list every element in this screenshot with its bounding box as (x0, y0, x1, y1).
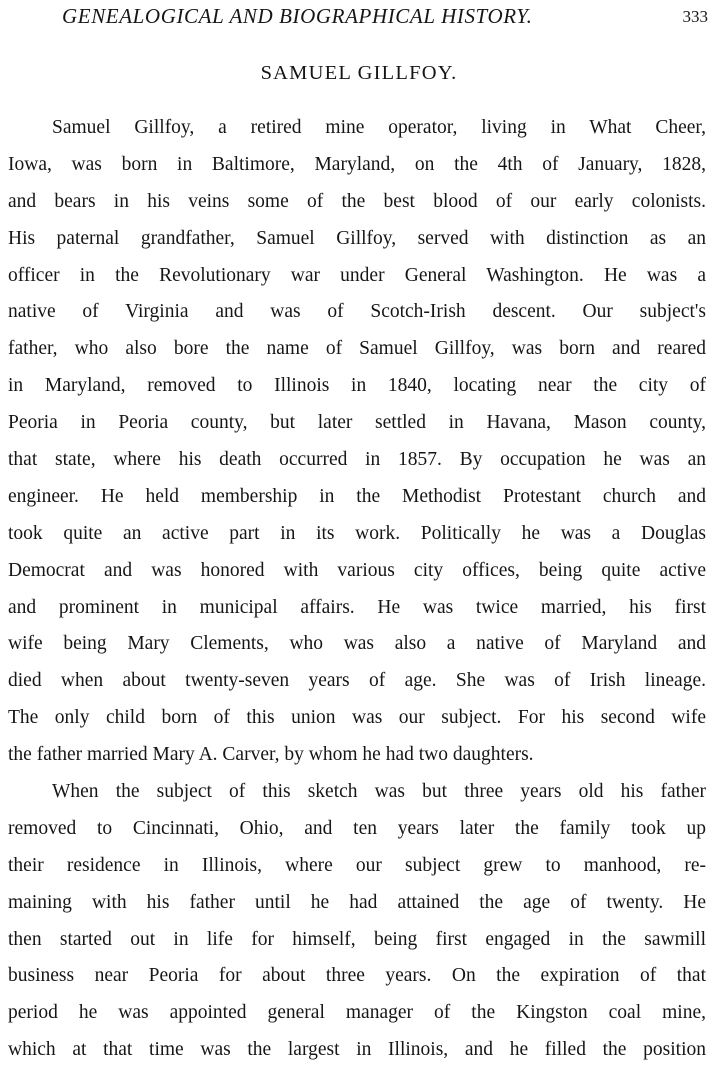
text-line: engineer. He held membership in the Methodist Protestant church and (8, 485, 706, 507)
page-number: 333 (682, 7, 708, 26)
paragraph-1 (8, 110, 706, 774)
text-line: and bears in his veins some of the best blood of our early colonists. (8, 190, 706, 212)
section-heading: SAMUEL GILLFOY. (260, 62, 458, 84)
text-line: and prominent in municipal affairs. He was twice married, his first (8, 596, 706, 618)
text-line: wife being Mary Clements, who was also a native of Maryland and (8, 633, 706, 655)
body-text (8, 110, 706, 1069)
running-title: GENEALOGICAL AND BIOGRAPHICAL HISTORY. (62, 4, 533, 28)
text-line: then started out in life for himself, being first engaged in the sawmill (8, 928, 706, 950)
text-line: in Maryland, removed to Illinois in 1840, locating near the city of (8, 375, 706, 397)
text-line: maining with his father until he had attained the age of twenty. He (8, 891, 706, 913)
text-line: Peoria in Peoria county, but later settled in Havana, Mason county, (8, 412, 706, 434)
text-line: period he was appointed general manager of the Kingston coal mine, (8, 1002, 706, 1024)
text-line: officer in the Revolutionary war under General Washington. He was a (8, 264, 706, 286)
text-line: business near Peoria for about three years. On the expiration of that (8, 965, 706, 987)
text-line: When the subject of this sketch was but three years old his father (52, 781, 706, 803)
text-line: Iowa, was born in Baltimore, Maryland, on the 4th of January, 1828, (8, 153, 706, 175)
text-line: removed to Cincinnati, Ohio, and ten years later the family took up (8, 817, 706, 839)
paragraph-2 (8, 774, 706, 1069)
text-line: Democrat and was honored with various city offices, being quite active (8, 559, 706, 581)
text-line: His paternal grandfather, Samuel Gillfoy, served with distinction as an (8, 227, 706, 249)
text-line: that state, where his death occurred in 1857. By occupation he was an (8, 449, 706, 471)
text-line: the father married Mary A. Carver, by whom he had two daughters. (8, 744, 534, 766)
text-line: father, who also bore the name of Samuel Gillfoy, was born and reared (8, 338, 706, 360)
text-line: their residence in Illinois, where our subject grew to manhood, re- (8, 854, 706, 876)
text-line: The only child born of this union was our subject. For his second wife (8, 707, 706, 729)
text-line: native of Virginia and was of Scotch-Irish descent. Our subject's (8, 301, 706, 323)
text-line: died when about twenty-seven years of age. She was of Irish lineage. (8, 670, 706, 692)
text-line: took quite an active part in its work. Politically he was a Douglas (8, 522, 706, 544)
text-line: which at that time was the largest in Illinois, and he filled the position (8, 1039, 706, 1061)
running-header (62, 4, 708, 32)
text-line: Samuel Gillfoy, a retired mine operator, living in What Cheer, (52, 117, 706, 138)
